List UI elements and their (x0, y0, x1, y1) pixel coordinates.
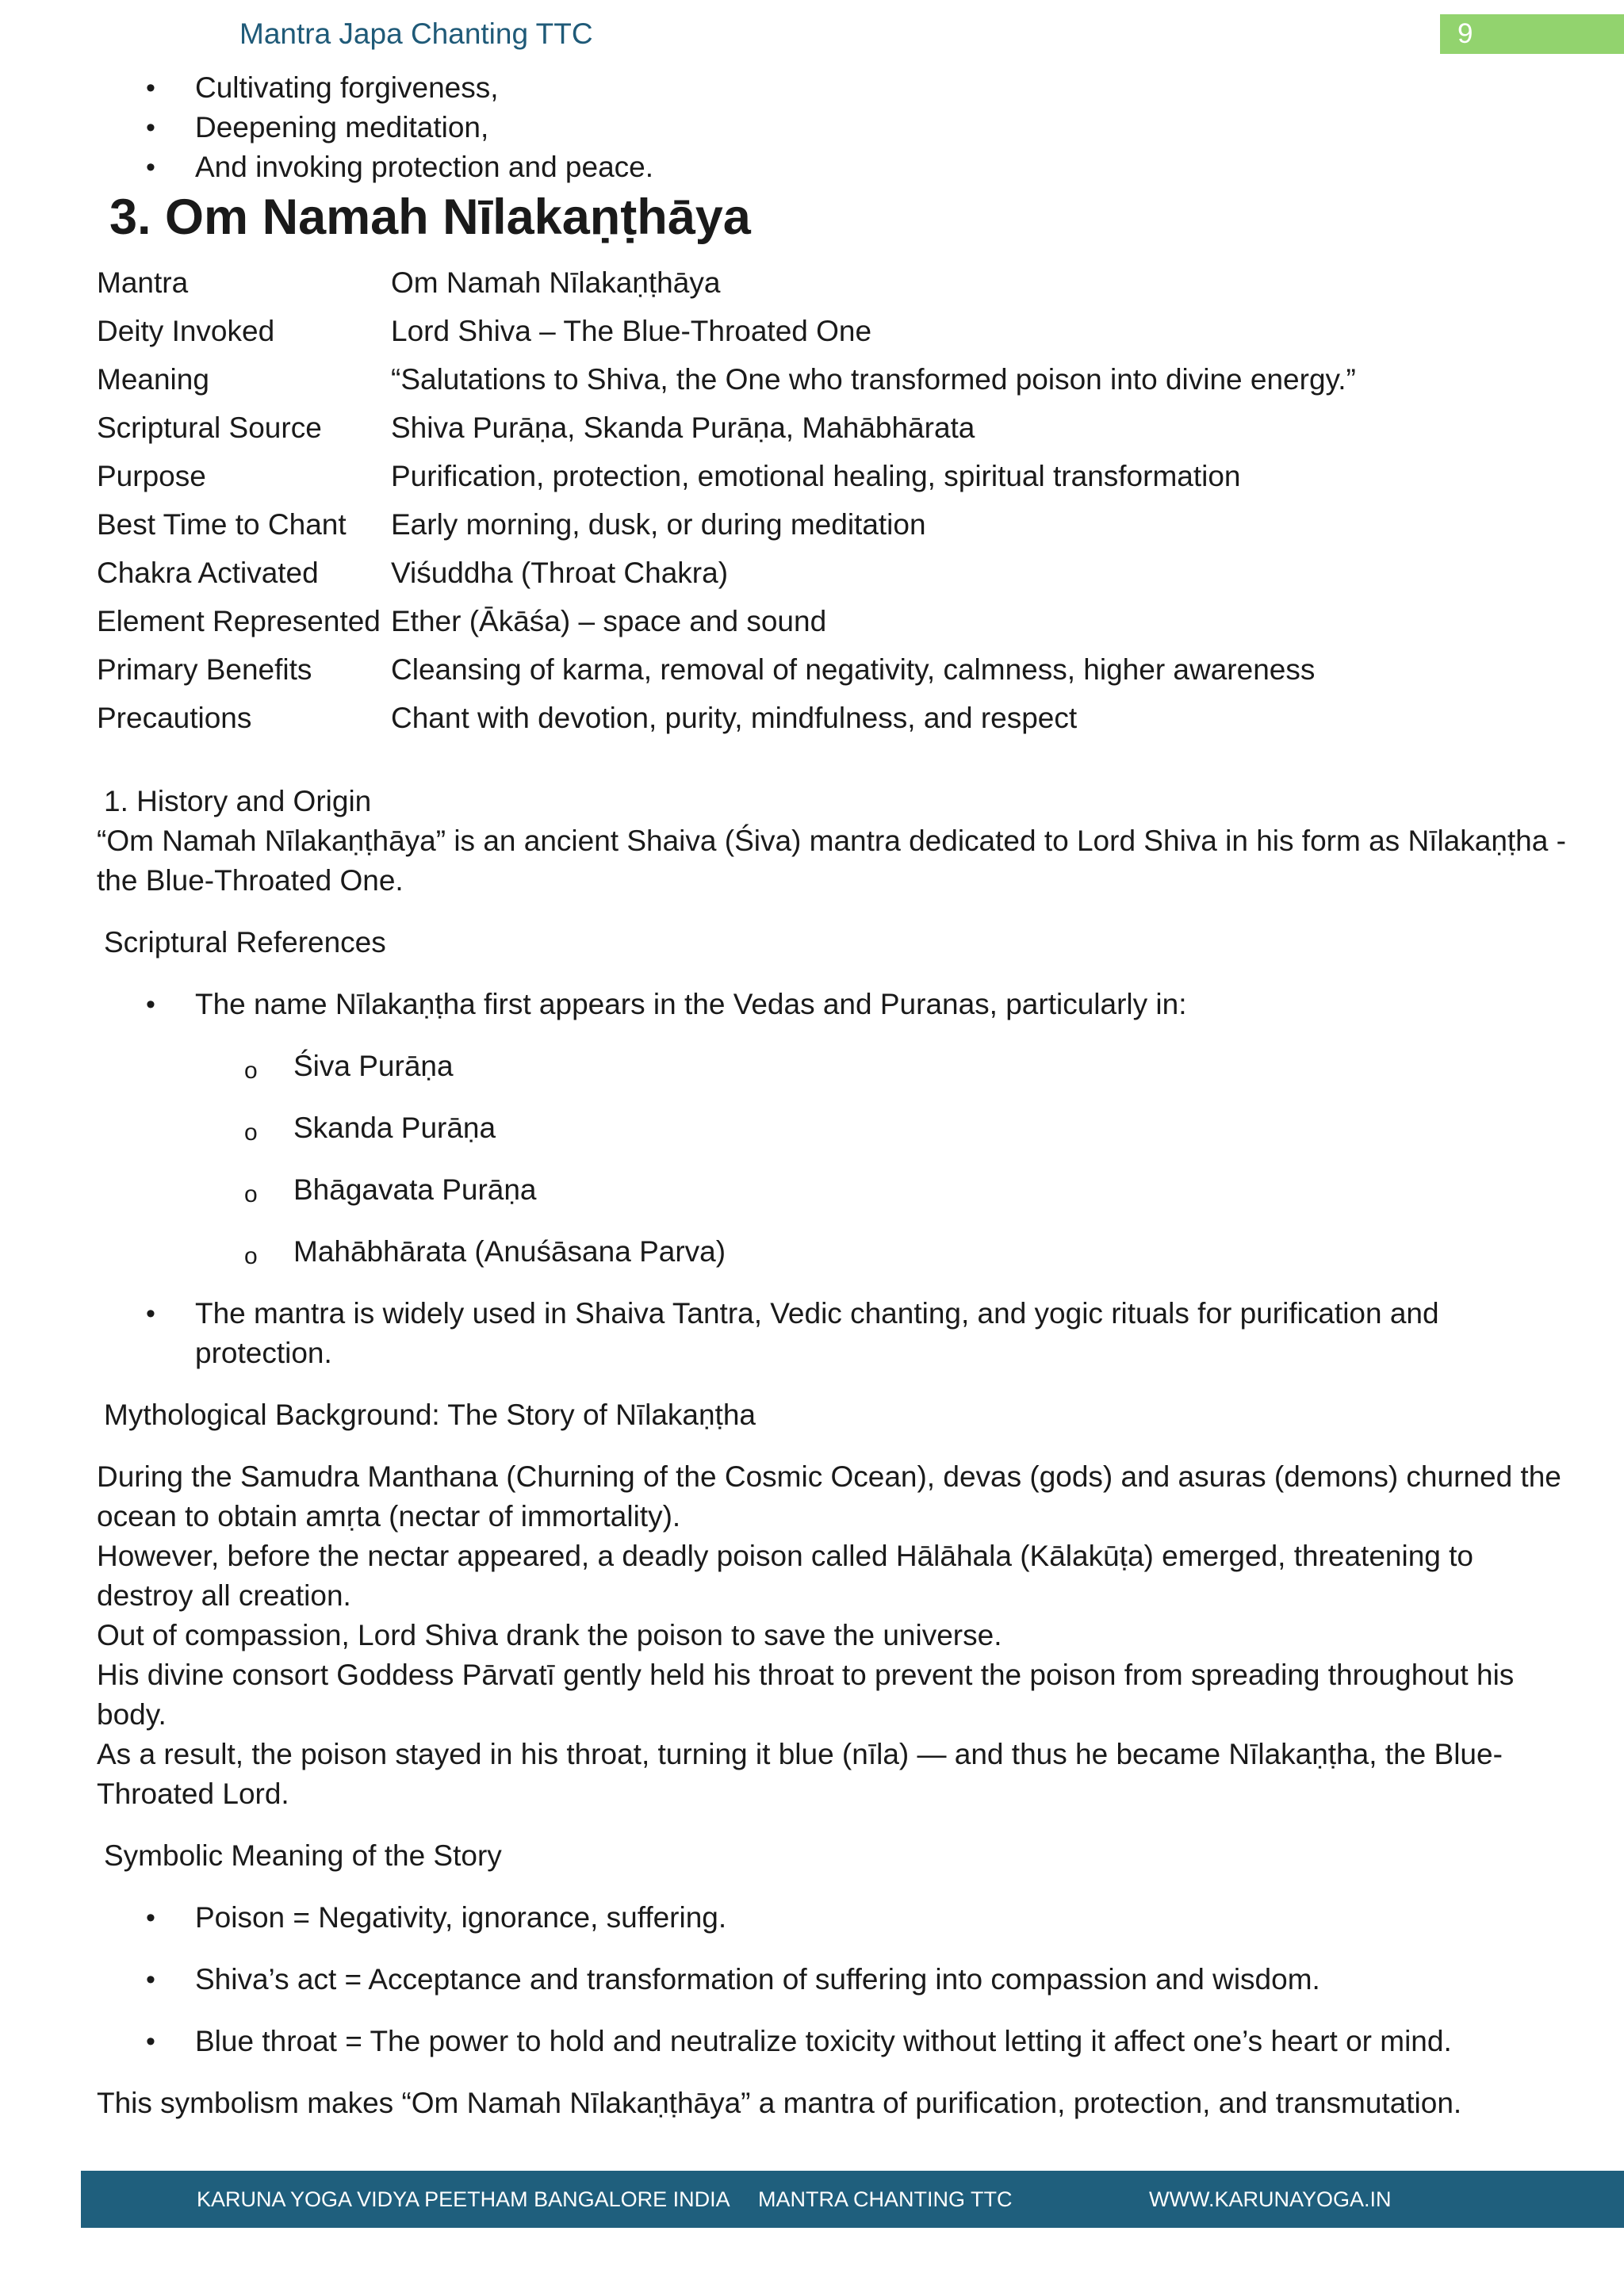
list-item: • Cultivating forgiveness, (0, 68, 1624, 108)
list-item: • Blue throat = The power to hold and neutralize toxicity without letting it affect one’s heart or mind. (0, 2022, 1624, 2061)
footer-org-name: KARUNA YOGA VIDYA PEETHAM BANGALORE INDIA (197, 2187, 730, 2211)
symbolic-meaning-list (0, 1898, 1624, 2061)
table-row (97, 694, 1356, 742)
row-value: Ether (Ākāśa) – space and sound (391, 604, 827, 637)
story-line: His divine consort Goddess Pārvatī gently held his throat to prevent the poison from spreading throughout his body. (97, 1659, 1515, 1731)
page-number-badge: 9 (1440, 14, 1624, 54)
list-item: • Deepening meditation, (0, 108, 1624, 147)
table-row (97, 500, 1356, 549)
document-header-title: Mantra Japa Chanting TTC (239, 17, 593, 50)
table-row (97, 452, 1356, 500)
row-value: Early morning, dusk, or during meditation (391, 507, 926, 541)
table-row (97, 307, 1356, 355)
row-value: Chant with devotion, purity, mindfulness, and respect (391, 701, 1078, 734)
scriptural-references-heading: Scriptural References (104, 926, 386, 959)
table-row (97, 404, 1356, 452)
mantra-info-table (97, 258, 1356, 742)
scriptural-bullet-list-2 (0, 1294, 1624, 1373)
row-label: Precautions (97, 701, 252, 734)
footer-band (81, 2171, 1624, 2228)
row-value: Viśuddha (Throat Chakra) (391, 556, 729, 589)
row-value: Lord Shiva – The Blue-Throated One (391, 314, 872, 347)
row-value: “Salutations to Shiva, the One who transformed poison into divine energy.” (391, 362, 1356, 396)
row-label: Deity Invoked (97, 314, 275, 347)
story-line: However, before the nectar appeared, a deadly poison called Hālāhala (Kālakūṭa) emerged, threatening to destroy all creation. (97, 1540, 1474, 1612)
symbolic-meaning-heading: Symbolic Meaning of the Story (104, 1839, 502, 1872)
list-item: • And invoking protection and peace. (0, 147, 1624, 187)
row-label: Primary Benefits (97, 652, 312, 686)
main-content (0, 782, 1624, 2123)
row-value: Om Namah Nīlakaṇṭhāya (391, 266, 721, 299)
row-label: Purpose (97, 459, 206, 492)
list-item: o Skanda Purāṇa (0, 1108, 1624, 1148)
list-item: • The name Nīlakaṇṭha first appears in the Vedas and Puranas, particularly in: (0, 985, 1624, 1024)
top-bullet-list (0, 68, 1624, 187)
row-label: Meaning (97, 362, 209, 396)
row-label: Best Time to Chant (97, 507, 347, 541)
story-line: During the Samudra Manthana (Churning of the Cosmic Ocean), devas (gods) and asuras (demons) churned the ocean to obtain amṛta (nectar of immortality). (97, 1460, 1561, 1533)
list-item: o Mahābhārata (Anuśāsana Parva) (0, 1232, 1624, 1272)
history-paragraph: “Om Namah Nīlakaṇṭhāya” is an ancient Shaiva (Śiva) mantra dedicated to Lord Shiva in his form as Nīlakaṇṭha - the Blue-Throated One. (97, 825, 1566, 897)
history-heading: 1. History and Origin (104, 785, 372, 817)
table-row (97, 645, 1356, 694)
footer-website-link[interactable]: WWW.KARUNAYOGA.IN (1149, 2187, 1392, 2211)
scriptural-bullet-list (0, 985, 1624, 1024)
story-line: Out of compassion, Lord Shiva drank the poison to save the universe. (97, 1619, 1002, 1651)
row-label: Element Represented (97, 604, 381, 637)
story-line: As a result, the poison stayed in his throat, turning it blue (nīla) — and thus he became Nīlakaṇṭha, the Blue-Throated Lord. (97, 1738, 1503, 1810)
list-item: • Shiva’s act = Acceptance and transformation of suffering into compassion and wisdom. (0, 1960, 1624, 1999)
row-value: Shiva Purāṇa, Skanda Purāṇa, Mahābhārata (391, 411, 975, 444)
row-value: Cleansing of karma, removal of negativity, calmness, higher awareness (391, 652, 1316, 686)
row-value: Purification, protection, emotional healing, spiritual transformation (391, 459, 1241, 492)
footer-course-name: MANTRA CHANTING TTC (758, 2187, 1013, 2211)
mythology-paragraph (97, 1457, 1572, 1814)
section-heading: 3. Om Namah Nīlakaṇṭhāya (109, 189, 751, 245)
table-row (97, 597, 1356, 645)
list-item-text: • The mantra is widely used in Shaiva Tantra, Vedic chanting, and yogic rituals for purification and protection. (195, 1297, 1439, 1369)
scripture-source-list (0, 1047, 1624, 1272)
table-row (97, 355, 1356, 404)
mythological-background-heading: Mythological Background: The Story of Nīlakaṇṭha (104, 1399, 756, 1431)
list-item: o Śiva Purāṇa (0, 1047, 1624, 1086)
row-label: Scriptural Source (97, 411, 322, 444)
conclusion-paragraph: This symbolism makes “Om Namah Nīlakaṇṭhāya” a mantra of purification, protection, and transmutation. (97, 2087, 1462, 2119)
row-label: Mantra (97, 266, 189, 299)
table-row (97, 549, 1356, 597)
table-row (97, 258, 1356, 307)
row-label: Chakra Activated (97, 556, 319, 589)
list-item: • Poison = Negativity, ignorance, suffering. (0, 1898, 1624, 1938)
list-item (0, 1294, 1624, 1373)
list-item: o Bhāgavata Purāṇa (0, 1170, 1624, 1210)
